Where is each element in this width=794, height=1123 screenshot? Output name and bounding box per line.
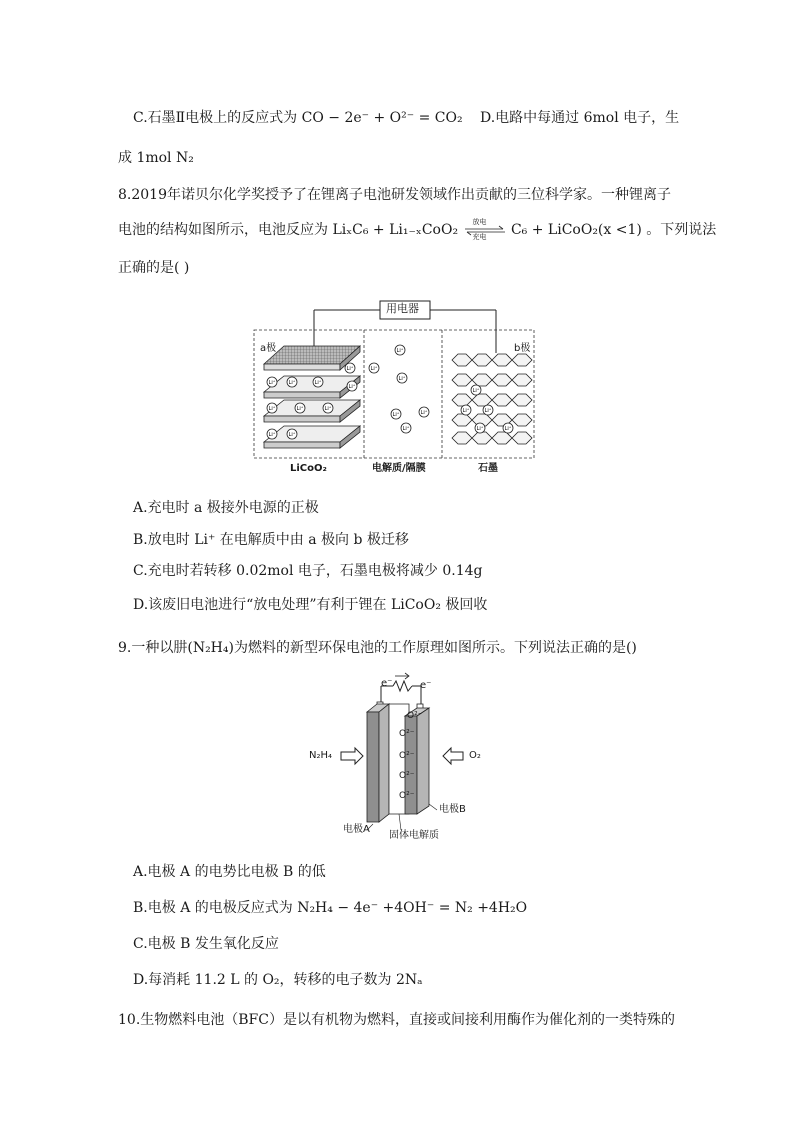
oxide-ion-label-1: O²⁻ (407, 711, 423, 721)
q9-fuel-cell-figure (305, 672, 495, 844)
li-ion-label-9: Li⁺ (348, 384, 356, 390)
li-ion-label-12: Li⁺ (398, 376, 406, 382)
electron-left-label: e⁻ (381, 678, 393, 689)
licoo2-layers (264, 346, 360, 448)
li-ion-label-2: Li⁺ (314, 380, 322, 386)
q7-option-c (133, 108, 463, 128)
q9-stem: 9.一种以肼(N₂H₄)为燃料的新型环保电池的工作原理如图所示。下列说法正确的是() (118, 640, 637, 656)
li-ion-label-5: Li⁺ (324, 406, 332, 412)
li-ion-label-6: Li⁺ (268, 432, 276, 438)
q7-option-d-cont: 成 1mol N₂ (118, 150, 194, 166)
battery-diagram (252, 298, 538, 480)
q8-reaction-left: LiₓC₆ + Li₁₋ₓCoO₂ (332, 222, 459, 238)
q9-option-d: D.每消耗 11.2 L 的 O₂，转移的电子数为 2Nₐ (133, 972, 423, 988)
li-ion-label-18: Li⁺ (484, 408, 492, 414)
q8-arrow-top-label: 放电 (472, 218, 487, 226)
li-ion-label-20: Li⁺ (504, 426, 512, 432)
li-ion-label-8: Li⁺ (346, 366, 354, 372)
electrode-b-label: b极 (514, 343, 531, 354)
q8-battery-figure (252, 298, 538, 480)
q8-stem-prefix: 电池的结构如图所示，电池反应为 (118, 222, 328, 238)
q8-stem-suffix: 。下列说法 (646, 222, 717, 238)
resistor-icon (393, 681, 412, 691)
graphite-label: 石墨 (478, 463, 498, 474)
q8-option-b: B.放电时 Li⁺ 在电解质中由 a 极向 b 极迁移 (133, 532, 409, 548)
hydrazine-label: N₂H₄ (309, 750, 333, 761)
q8-stem-line1: 8.2019年诺贝尔化学奖授予了在锂离子电池研发领域作出贡献的三位科学家。一种锂离子 (118, 187, 671, 203)
electrode-b-label: 电极B (439, 804, 466, 815)
oxygen-inlet-arrow-icon (443, 748, 463, 764)
li-ion-label-7: Li⁺ (288, 432, 296, 438)
q9-option-c: C.电极 B 发生氧化反应 (133, 936, 279, 952)
li-ion-label-14: Li⁺ (420, 410, 428, 416)
li-ion-label-3: Li⁺ (268, 406, 276, 412)
li-ion-label-16: Li⁺ (472, 388, 480, 394)
device-label: 用电器 (386, 302, 419, 315)
q9-option-a: A.电极 A 的电势比电极 B 的低 (133, 864, 326, 880)
q7-option-c-formula: CO − 2e⁻ + O²⁻ = CO₂ (301, 110, 463, 126)
li-ion-label-17: Li⁺ (462, 408, 470, 414)
oxide-ion-label-5: O²⁻ (399, 791, 415, 801)
q7-option-d: D.电路中每通过 6mol 电子，生 (480, 110, 680, 126)
q8-option-d: D.该废旧电池进行“放电处理”有利于锂在 LiCoO₂ 极回收 (133, 597, 488, 613)
li-ion-label-1: Li⁺ (288, 380, 296, 386)
solid-electrolyte-label: 固体电解质 (389, 830, 439, 841)
oxide-ion-label-4: O²⁻ (399, 771, 415, 781)
electron-right-label: e⁻ (420, 680, 432, 691)
electrode-a-label: 电极A (343, 824, 370, 835)
q9-option-b: B.电极 A 的电极反应式为 N₂H₄ − 4e⁻ +4OH⁻ = N₂ +4H₂O (133, 900, 528, 916)
graphite-honeycomb (452, 354, 532, 444)
q10-stem-line1: 10.生物燃料电池（BFC）是以有机物为燃料，直接或间接利用酶作为催化剂的一类特殊的 (118, 1012, 675, 1028)
q7-option-c-text: C.石墨Ⅱ电极上的反应式为 (133, 110, 298, 126)
li-ion-label-4: Li⁺ (296, 406, 304, 412)
li-ion-label-15: Li⁺ (402, 426, 410, 432)
q8-option-a: A.充电时 a 极接外电源的正极 (133, 500, 319, 516)
q8-arrow-bottom-label: 充电 (472, 233, 487, 241)
q8-stem-line2 (118, 220, 716, 240)
electrolyte-separator-label: 电解质/隔膜 (372, 463, 426, 474)
q8-reaction-right: C₆ + LiCoO₂(x <1) (510, 222, 642, 238)
electrode-a-label: a极 (260, 343, 277, 354)
oxygen-label: O₂ (469, 750, 481, 761)
licoo2-label: LiCoO₂ (290, 463, 327, 474)
li-ion-label-0: Li⁺ (268, 380, 276, 386)
oxide-ion-label-3: O²⁻ (399, 751, 415, 761)
li-ion-label-13: Li⁺ (392, 412, 400, 418)
li-ion-label-11: Li⁺ (370, 366, 378, 372)
fuel-inlet-arrow-icon (341, 748, 363, 764)
li-ion-label-19: Li⁺ (476, 426, 484, 432)
q8-option-c: C.充电时若转移 0.02mol 电子，石墨电极将减少 0.14g (133, 563, 483, 579)
li-ion-label-10: Li⁺ (396, 348, 404, 354)
q8-stem-line3: 正确的是( ) (118, 260, 190, 276)
q8-equilibrium-arrow (463, 220, 507, 240)
oxide-ion-label-2: O²⁻ (399, 729, 415, 739)
